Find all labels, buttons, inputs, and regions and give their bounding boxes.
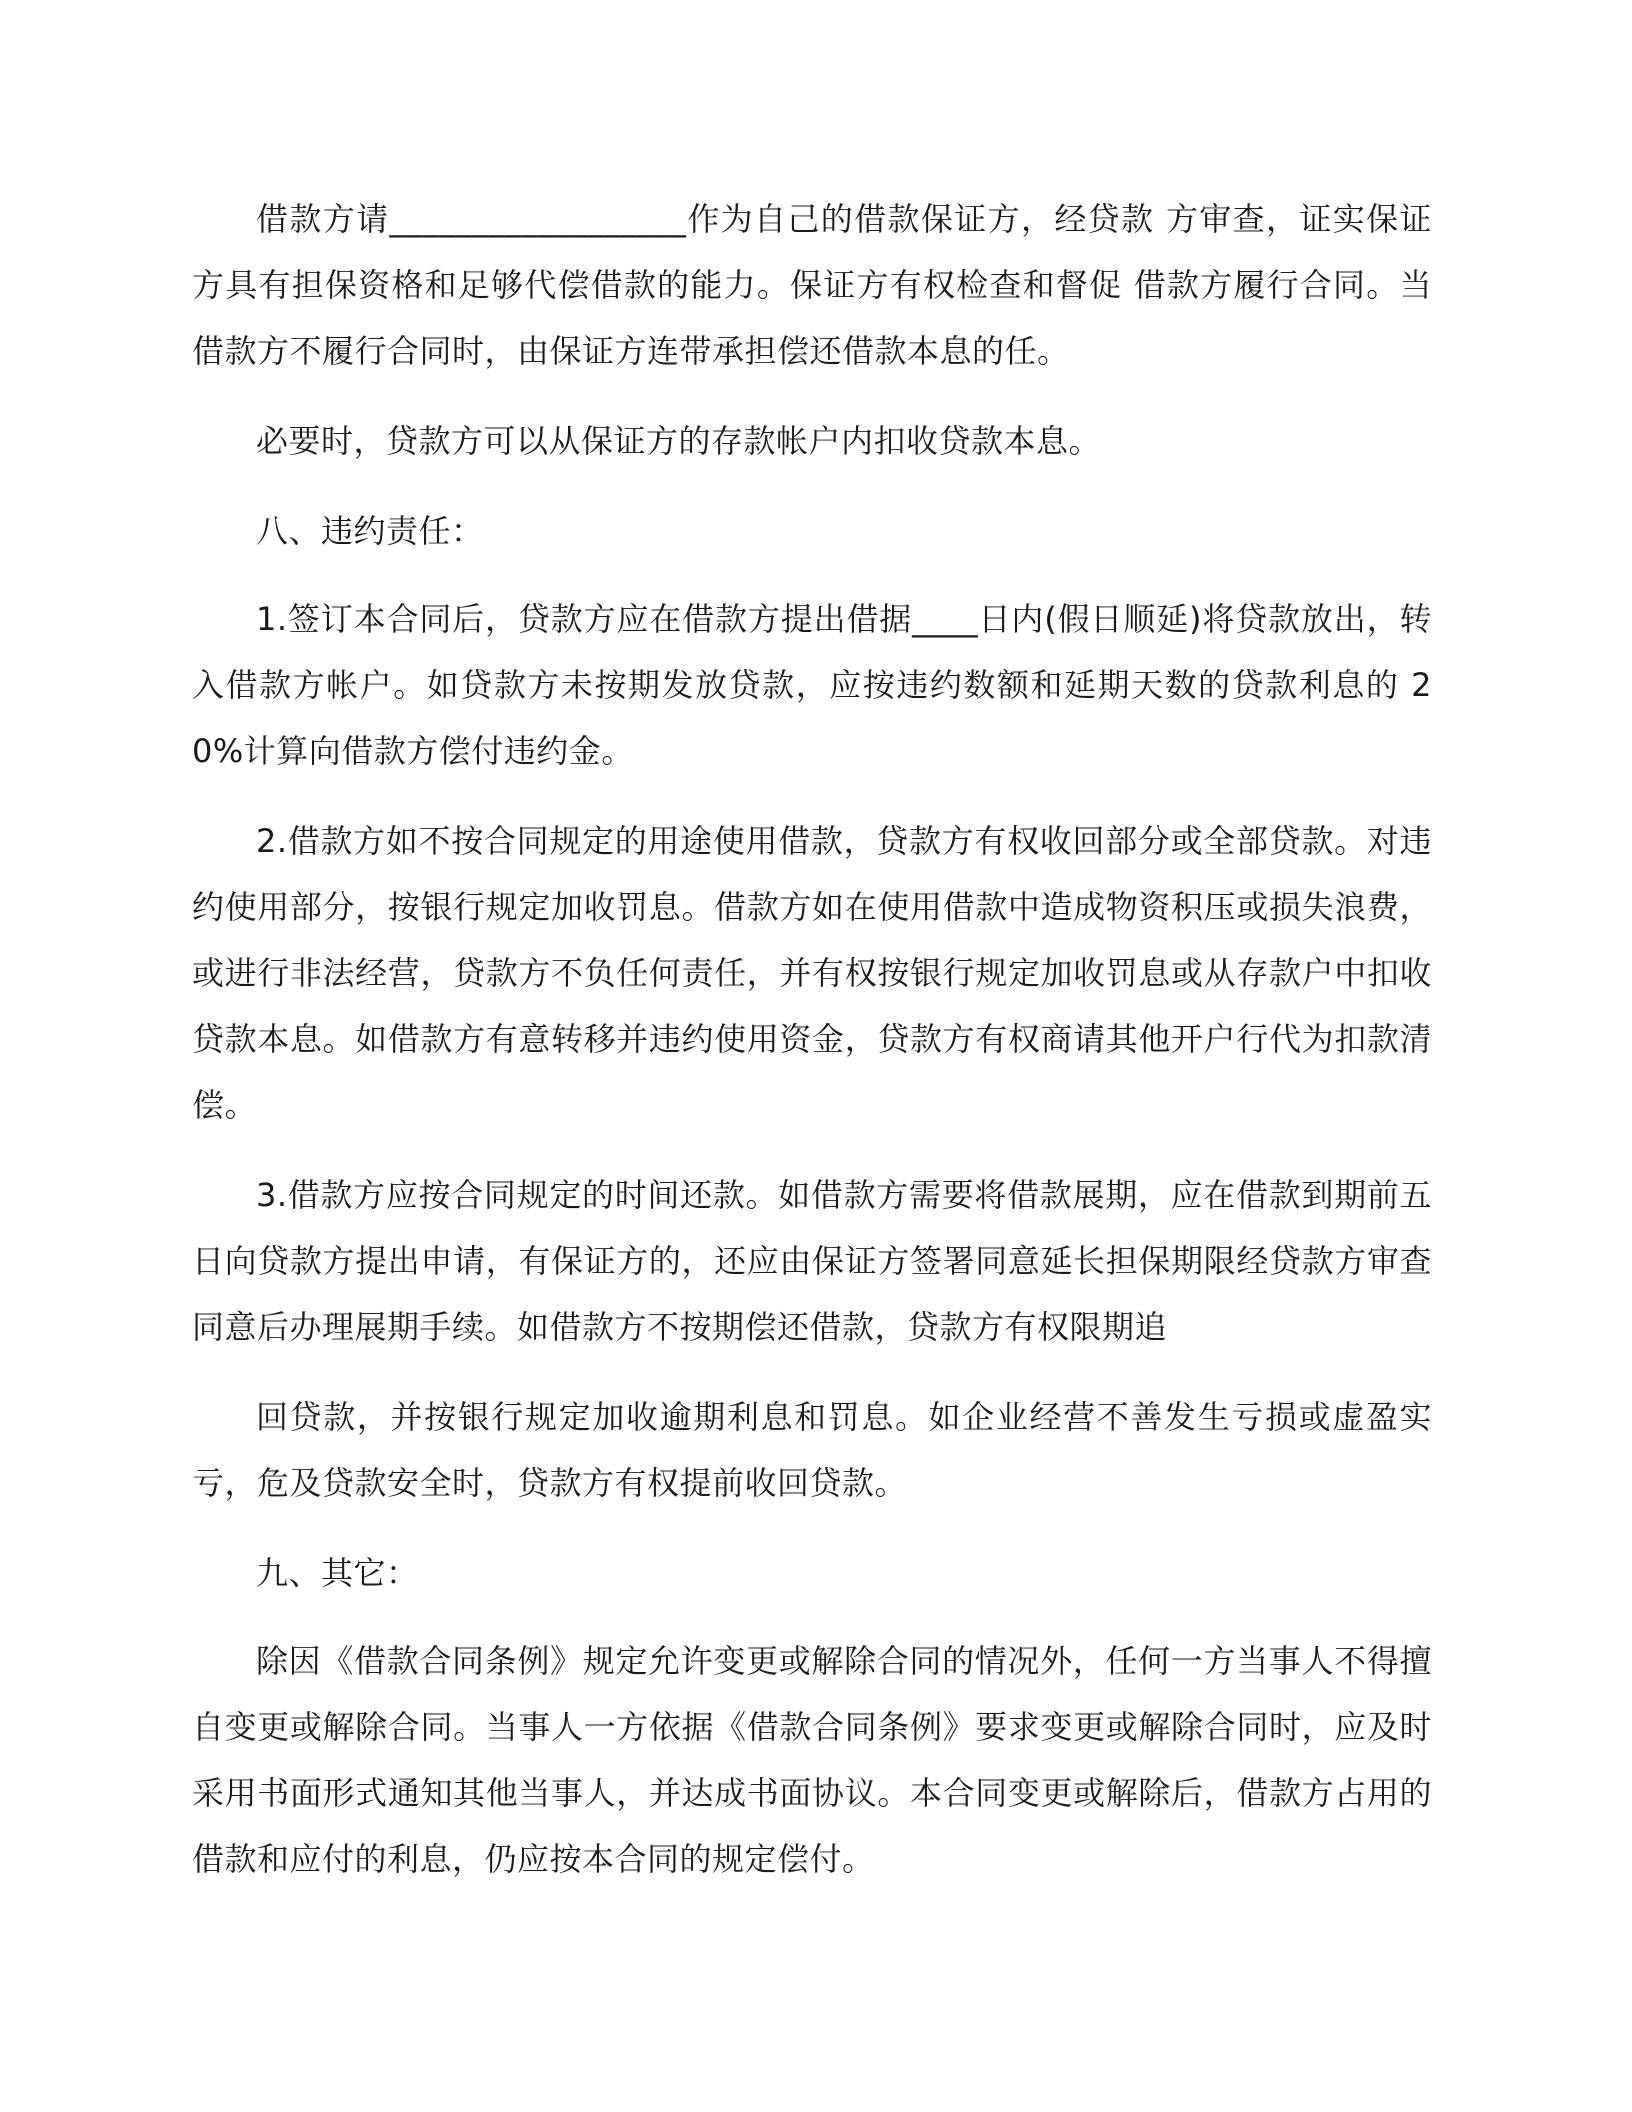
paragraph-clause-3: 3.借款方应按合同规定的时间还款。如借款方需要将借款展期，应在借款到期前五日向贷款方提出申请，有保证方的，还应由保证方签署同意延长担保期限经贷款方审查同意后办理展期手续。如借款方不按期偿还借款，贷款方有权限期追 <box>192 1176 1432 1346</box>
section-heading-breach: 八、违约责任： <box>256 512 484 550</box>
paragraph-modification: 除因《借款合同条例》规定允许变更或解除合同的情况外，任何一方当事人不得擅自变更或解除合同。当事人一方依据《借款合同条例》要求变更或解除合同时，应及时采用书面形式通知其他当事人，并达成书面协议。本合同变更或解除后，借款方占用的借款和应付的利息，仍应按本合同的规定偿付。 <box>192 1642 1432 1878</box>
paragraph-clause-2: 2.借款方如不按合同规定的用途使用借款，贷款方有权收回部分或全部贷款。对违约使用部分，按银行规定加收罚息。借款方如在使用借款中造成物资积压或损失浪费，或进行非法经营，贷款方不负任何责任，并有权按银行规定加收罚息或从存款户中扣收贷款本息。如借款方有意转移并违约使用资金，贷款方有权商请其他开户行代为扣款清偿。 <box>192 822 1432 1124</box>
document-body <box>192 186 1432 1916</box>
section-heading-other: 九、其它： <box>256 1554 419 1592</box>
paragraph-clause-1: 1.签订本合同后，贷款方应在借款方提出借据____日内(假日顺延)将贷款放出，转入借款方帐户。如贷款方未按期发放贷款，应按违约数额和延期天数的贷款利息的 20%计算向借款方偿付违约金。 <box>192 600 1432 770</box>
paragraph-deduction: 必要时，贷款方可以从保证方的存款帐户内扣收贷款本息。 <box>256 422 1102 460</box>
paragraph-guarantor: 借款方请__________________作为自己的借款保证方，经贷款 方审查，证实保证方具有担保资格和足够代偿借款的能力。保证方有权检查和督促 借款方履行合同。当借款方不履行合同时，由保证方连带承担偿还借款本息的任。 <box>192 200 1432 370</box>
paragraph-clause-3-continued: 回贷款，并按银行规定加收逾期利息和罚息。如企业经营不善发生亏损或虚盈实亏，危及贷款安全时，贷款方有权提前收回贷款。 <box>192 1398 1432 1502</box>
